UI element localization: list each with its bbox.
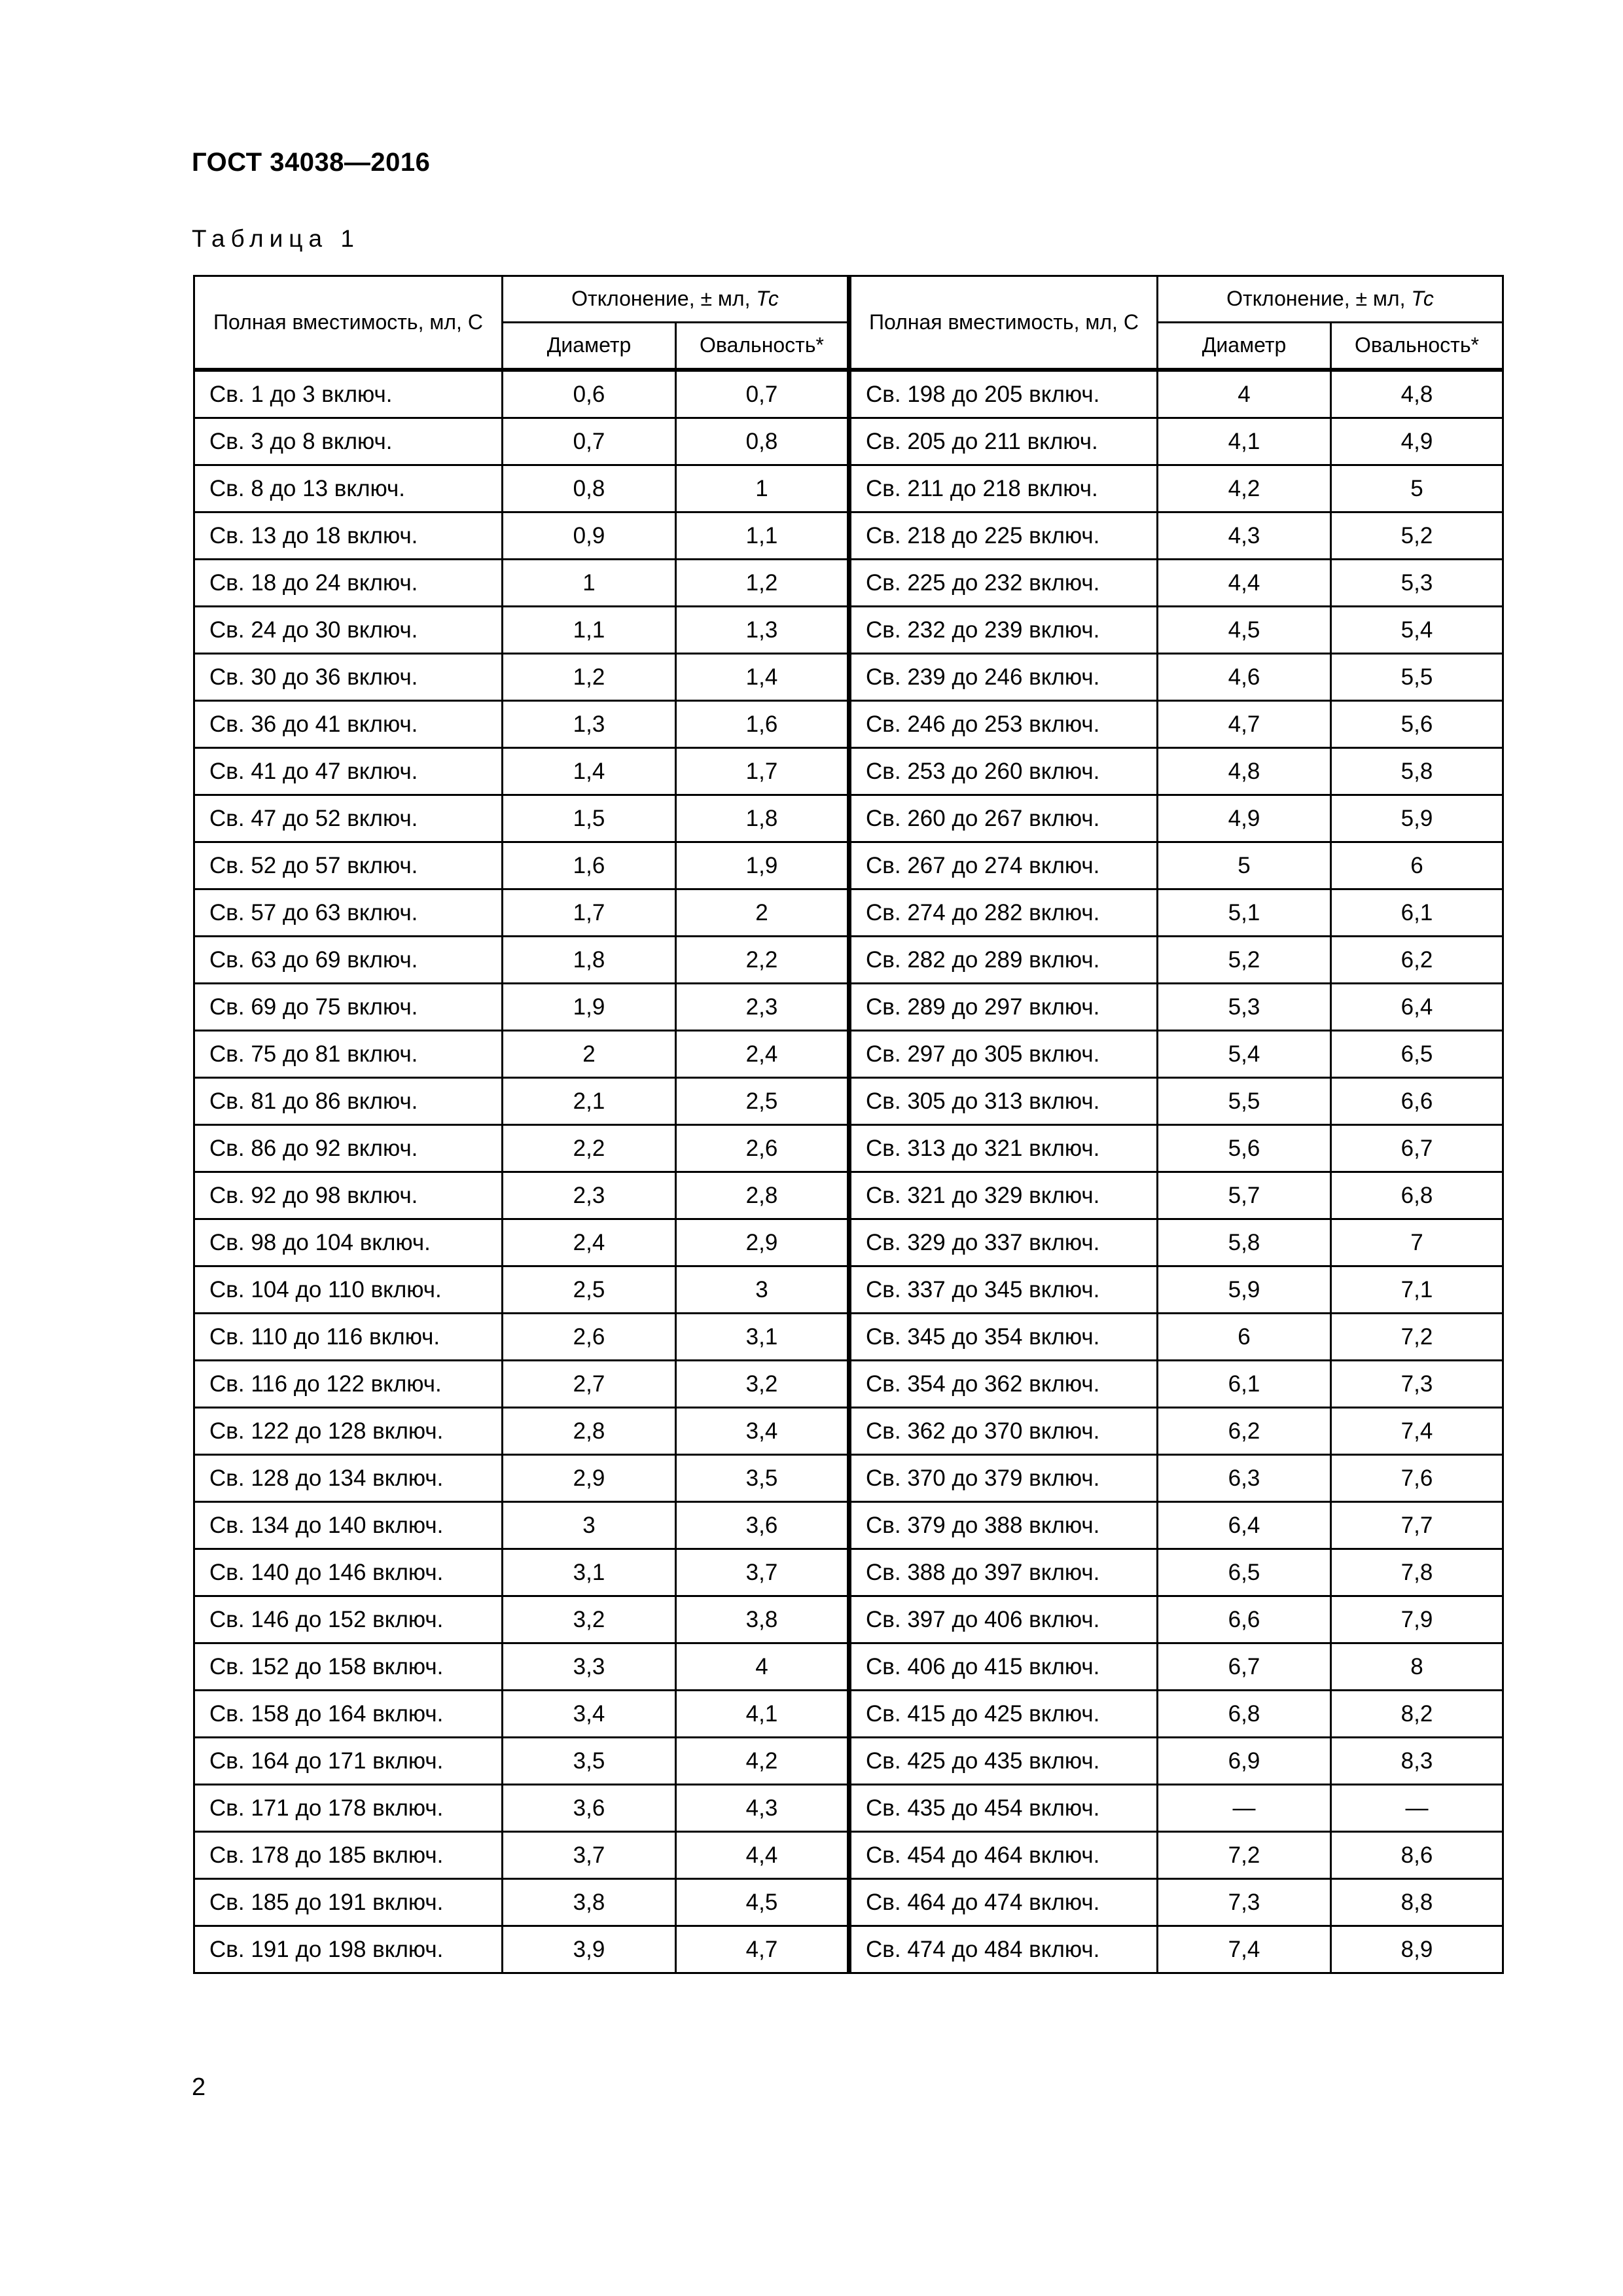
table-row: [194, 654, 1503, 701]
diameter-cell-right: 5,4: [1158, 1031, 1331, 1078]
table-row: [194, 1266, 1503, 1314]
diameter-cell-left: 3,5: [503, 1738, 676, 1785]
diameter-cell-left: 1,2: [503, 654, 676, 701]
range-cell-left: Св. 98 до 104 включ.: [194, 1219, 503, 1266]
ovality-header-left: Овальность*: [676, 323, 849, 370]
ovality-cell-right: 7: [1331, 1219, 1503, 1266]
range-cell-right: Св. 354 до 362 включ.: [849, 1361, 1158, 1408]
range-cell-left: Св. 134 до 140 включ.: [194, 1502, 503, 1549]
diameter-cell-left: 1,4: [503, 748, 676, 795]
ovality-cell-right: 4,9: [1331, 418, 1503, 465]
ovality-cell-left: 2: [676, 889, 849, 937]
ovality-cell-left: 4,5: [676, 1879, 849, 1926]
range-cell-right: Св. 260 до 267 включ.: [849, 795, 1158, 842]
ovality-cell-left: 3,7: [676, 1549, 849, 1596]
range-cell-right: Св. 337 до 345 включ.: [849, 1266, 1158, 1314]
diameter-cell-left: 2,6: [503, 1314, 676, 1361]
range-cell-right: Св. 345 до 354 включ.: [849, 1314, 1158, 1361]
range-cell-right: Св. 239 до 246 включ.: [849, 654, 1158, 701]
range-cell-right: Св. 198 до 205 включ.: [849, 370, 1158, 418]
ovality-cell-left: 1,4: [676, 654, 849, 701]
ovality-cell-left: 1,3: [676, 607, 849, 654]
diameter-cell-right: 5,8: [1158, 1219, 1331, 1266]
table-row: [194, 512, 1503, 560]
deviation-header-left: [503, 276, 849, 323]
deviation-header-right: [1158, 276, 1503, 323]
table-row: [194, 748, 1503, 795]
ovality-cell-left: 1,9: [676, 842, 849, 889]
ovality-cell-left: 1,1: [676, 512, 849, 560]
diameter-cell-right: 4,4: [1158, 560, 1331, 607]
diameter-cell-left: 3,7: [503, 1832, 676, 1879]
ovality-cell-left: 4,4: [676, 1832, 849, 1879]
diameter-cell-left: 3,2: [503, 1596, 676, 1643]
deviation-label: Отклонение, ± мл,: [571, 287, 757, 311]
range-cell-left: Св. 185 до 191 включ.: [194, 1879, 503, 1926]
diameter-cell-left: 2: [503, 1031, 676, 1078]
range-cell-right: Св. 225 до 232 включ.: [849, 560, 1158, 607]
range-cell-left: Св. 171 до 178 включ.: [194, 1785, 503, 1832]
diameter-cell-right: 4: [1158, 370, 1331, 418]
diameter-cell-left: 2,7: [503, 1361, 676, 1408]
table-row: [194, 842, 1503, 889]
diameter-cell-left: 0,6: [503, 370, 676, 418]
ovality-cell-right: 6,2: [1331, 937, 1503, 984]
ovality-cell-left: 1,8: [676, 795, 849, 842]
range-cell-left: Св. 178 до 185 включ.: [194, 1832, 503, 1879]
ovality-cell-right: 7,4: [1331, 1408, 1503, 1455]
diameter-cell-left: 2,1: [503, 1078, 676, 1125]
diameter-cell-right: 5,2: [1158, 937, 1331, 984]
diameter-cell-left: 1,9: [503, 984, 676, 1031]
diameter-header-left: Диаметр: [503, 323, 676, 370]
range-cell-left: Св. 146 до 152 включ.: [194, 1596, 503, 1643]
deviation-symbol: Тс: [756, 287, 779, 311]
diameter-cell-right: 4,6: [1158, 654, 1331, 701]
table-row: [194, 418, 1503, 465]
diameter-cell-right: 7,4: [1158, 1926, 1331, 1973]
range-cell-right: Св. 218 до 225 включ.: [849, 512, 1158, 560]
table-row: [194, 1219, 1503, 1266]
table-row: [194, 1643, 1503, 1691]
range-cell-right: Св. 232 до 239 включ.: [849, 607, 1158, 654]
range-cell-right: Св. 274 до 282 включ.: [849, 889, 1158, 937]
range-cell-left: Св. 75 до 81 включ.: [194, 1031, 503, 1078]
diameter-cell-right: 4,8: [1158, 748, 1331, 795]
ovality-cell-left: 4: [676, 1643, 849, 1691]
diameter-cell-left: 3,3: [503, 1643, 676, 1691]
ovality-cell-right: 7,8: [1331, 1549, 1503, 1596]
table-row: [194, 1125, 1503, 1172]
table-row: [194, 1455, 1503, 1502]
diameter-cell-left: 2,4: [503, 1219, 676, 1266]
diameter-cell-right: 6,4: [1158, 1502, 1331, 1549]
page-number: 2: [192, 2073, 206, 2101]
ovality-cell-left: 1,6: [676, 701, 849, 748]
deviation-symbol: Тс: [1411, 287, 1434, 311]
range-cell-left: Св. 158 до 164 включ.: [194, 1691, 503, 1738]
ovality-cell-right: 5,6: [1331, 701, 1503, 748]
range-cell-left: Св. 116 до 122 включ.: [194, 1361, 503, 1408]
range-cell-left: Св. 30 до 36 включ.: [194, 654, 503, 701]
ovality-cell-right: —: [1331, 1785, 1503, 1832]
ovality-cell-left: 2,4: [676, 1031, 849, 1078]
diameter-cell-left: 2,3: [503, 1172, 676, 1219]
table-row: [194, 1314, 1503, 1361]
ovality-cell-left: 0,7: [676, 370, 849, 418]
table-row: [194, 370, 1503, 418]
ovality-cell-right: 8,2: [1331, 1691, 1503, 1738]
ovality-cell-left: 1,7: [676, 748, 849, 795]
diameter-cell-right: 4,9: [1158, 795, 1331, 842]
range-cell-left: Св. 57 до 63 включ.: [194, 889, 503, 937]
diameter-cell-left: 1: [503, 560, 676, 607]
ovality-cell-left: 3,6: [676, 1502, 849, 1549]
ovality-header-right: Овальность*: [1331, 323, 1503, 370]
range-cell-right: Св. 321 до 329 включ.: [849, 1172, 1158, 1219]
range-cell-left: Св. 122 до 128 включ.: [194, 1408, 503, 1455]
range-cell-left: Св. 69 до 75 включ.: [194, 984, 503, 1031]
diameter-cell-right: 6,2: [1158, 1408, 1331, 1455]
range-cell-right: Св. 362 до 370 включ.: [849, 1408, 1158, 1455]
range-cell-right: Св. 370 до 379 включ.: [849, 1455, 1158, 1502]
diameter-cell-right: 6,1: [1158, 1361, 1331, 1408]
ovality-cell-left: 2,2: [676, 937, 849, 984]
ovality-cell-right: 7,3: [1331, 1361, 1503, 1408]
diameter-cell-left: 0,9: [503, 512, 676, 560]
range-cell-left: Св. 8 до 13 включ.: [194, 465, 503, 512]
ovality-cell-right: 6,5: [1331, 1031, 1503, 1078]
ovality-cell-right: 6: [1331, 842, 1503, 889]
diameter-cell-right: 5,6: [1158, 1125, 1331, 1172]
diameter-cell-right: 6,3: [1158, 1455, 1331, 1502]
range-cell-left: Св. 3 до 8 включ.: [194, 418, 503, 465]
diameter-cell-left: 0,7: [503, 418, 676, 465]
ovality-cell-right: 6,8: [1331, 1172, 1503, 1219]
table-row: [194, 1502, 1503, 1549]
ovality-cell-left: 4,2: [676, 1738, 849, 1785]
ovality-cell-left: 3: [676, 1266, 849, 1314]
table-row: [194, 1408, 1503, 1455]
range-cell-right: Св. 282 до 289 включ.: [849, 937, 1158, 984]
ovality-cell-right: 6,6: [1331, 1078, 1503, 1125]
range-cell-left: Св. 164 до 171 включ.: [194, 1738, 503, 1785]
diameter-cell-right: 7,2: [1158, 1832, 1331, 1879]
diameter-cell-left: 2,2: [503, 1125, 676, 1172]
diameter-cell-left: 3,8: [503, 1879, 676, 1926]
diameter-cell-left: 3: [503, 1502, 676, 1549]
range-cell-left: Св. 104 до 110 включ.: [194, 1266, 503, 1314]
range-cell-left: Св. 81 до 86 включ.: [194, 1078, 503, 1125]
ovality-cell-left: 3,5: [676, 1455, 849, 1502]
ovality-cell-left: 3,2: [676, 1361, 849, 1408]
range-cell-right: Св. 305 до 313 включ.: [849, 1078, 1158, 1125]
table-row: [194, 1738, 1503, 1785]
range-cell-right: Св. 211 до 218 включ.: [849, 465, 1158, 512]
range-cell-right: Св. 297 до 305 включ.: [849, 1031, 1158, 1078]
range-cell-right: Св. 289 до 297 включ.: [849, 984, 1158, 1031]
range-cell-left: Св. 52 до 57 включ.: [194, 842, 503, 889]
diameter-cell-left: 2,8: [503, 1408, 676, 1455]
ovality-cell-right: 5: [1331, 465, 1503, 512]
ovality-cell-right: 5,5: [1331, 654, 1503, 701]
table-row: [194, 1879, 1503, 1926]
diameter-cell-right: 5: [1158, 842, 1331, 889]
diameter-cell-right: 6,6: [1158, 1596, 1331, 1643]
ovality-cell-left: 1: [676, 465, 849, 512]
table-row: [194, 1549, 1503, 1596]
range-cell-left: Св. 92 до 98 включ.: [194, 1172, 503, 1219]
ovality-cell-left: 3,1: [676, 1314, 849, 1361]
table-row: [194, 1785, 1503, 1832]
ovality-cell-right: 6,1: [1331, 889, 1503, 937]
table-row: [194, 1691, 1503, 1738]
ovality-cell-left: 2,3: [676, 984, 849, 1031]
document-header: ГОСТ 34038—2016: [192, 148, 431, 177]
range-cell-right: Св. 406 до 415 включ.: [849, 1643, 1158, 1691]
range-cell-right: Св. 246 до 253 включ.: [849, 701, 1158, 748]
table-row: [194, 889, 1503, 937]
diameter-cell-left: 1,3: [503, 701, 676, 748]
tolerance-table: [193, 275, 1504, 1974]
table-row: [194, 1832, 1503, 1879]
diameter-cell-right: 4,2: [1158, 465, 1331, 512]
range-cell-left: Св. 140 до 146 включ.: [194, 1549, 503, 1596]
ovality-cell-right: 8,9: [1331, 1926, 1503, 1973]
ovality-cell-right: 8,6: [1331, 1832, 1503, 1879]
capacity-header-left: Полная вместимость, мл, С: [194, 276, 503, 370]
range-cell-right: Св. 415 до 425 включ.: [849, 1691, 1158, 1738]
table-row: [194, 1596, 1503, 1643]
ovality-cell-left: 4,1: [676, 1691, 849, 1738]
table-row: [194, 1926, 1503, 1973]
ovality-cell-right: 7,7: [1331, 1502, 1503, 1549]
table-row: [194, 1031, 1503, 1078]
range-cell-right: Св. 425 до 435 включ.: [849, 1738, 1158, 1785]
range-cell-left: Св. 191 до 198 включ.: [194, 1926, 503, 1973]
ovality-cell-right: 5,8: [1331, 748, 1503, 795]
table-row: [194, 701, 1503, 748]
table-row: [194, 795, 1503, 842]
ovality-cell-right: 8: [1331, 1643, 1503, 1691]
diameter-cell-left: 1,6: [503, 842, 676, 889]
range-cell-right: Св. 435 до 454 включ.: [849, 1785, 1158, 1832]
capacity-header-right: Полная вместимость, мл, С: [849, 276, 1158, 370]
table-row: [194, 1172, 1503, 1219]
ovality-cell-left: 4,7: [676, 1926, 849, 1973]
diameter-cell-right: 5,7: [1158, 1172, 1331, 1219]
diameter-cell-right: 4,1: [1158, 418, 1331, 465]
ovality-cell-right: 5,2: [1331, 512, 1503, 560]
diameter-cell-right: 5,9: [1158, 1266, 1331, 1314]
ovality-cell-right: 5,9: [1331, 795, 1503, 842]
table-row: [194, 560, 1503, 607]
diameter-cell-right: 5,3: [1158, 984, 1331, 1031]
diameter-cell-left: 3,6: [503, 1785, 676, 1832]
range-cell-left: Св. 36 до 41 включ.: [194, 701, 503, 748]
table-row: [194, 1078, 1503, 1125]
diameter-cell-right: 5,1: [1158, 889, 1331, 937]
ovality-cell-right: 8,3: [1331, 1738, 1503, 1785]
diameter-cell-left: 1,1: [503, 607, 676, 654]
ovality-cell-right: 7,1: [1331, 1266, 1503, 1314]
ovality-cell-left: 2,5: [676, 1078, 849, 1125]
diameter-cell-right: 7,3: [1158, 1879, 1331, 1926]
range-cell-right: Св. 397 до 406 включ.: [849, 1596, 1158, 1643]
table-body: [194, 370, 1503, 1973]
deviation-label: Отклонение, ± мл,: [1226, 287, 1412, 311]
table-row: [194, 607, 1503, 654]
range-cell-left: Св. 86 до 92 включ.: [194, 1125, 503, 1172]
range-cell-left: Св. 13 до 18 включ.: [194, 512, 503, 560]
diameter-cell-right: 6,8: [1158, 1691, 1331, 1738]
table-row: [194, 465, 1503, 512]
diameter-cell-right: 6: [1158, 1314, 1331, 1361]
table-caption: Таблица 1: [192, 225, 360, 252]
diameter-cell-right: 6,7: [1158, 1643, 1331, 1691]
range-cell-left: Св. 110 до 116 включ.: [194, 1314, 503, 1361]
diameter-cell-right: 6,9: [1158, 1738, 1331, 1785]
ovality-cell-right: 6,4: [1331, 984, 1503, 1031]
range-cell-left: Св. 152 до 158 включ.: [194, 1643, 503, 1691]
diameter-cell-right: 6,5: [1158, 1549, 1331, 1596]
diameter-cell-left: 3,4: [503, 1691, 676, 1738]
diameter-cell-right: 4,3: [1158, 512, 1331, 560]
diameter-cell-right: 4,5: [1158, 607, 1331, 654]
range-cell-right: Св. 474 до 484 включ.: [849, 1926, 1158, 1973]
diameter-cell-left: 2,5: [503, 1266, 676, 1314]
ovality-cell-left: 0,8: [676, 418, 849, 465]
range-cell-right: Св. 313 до 321 включ.: [849, 1125, 1158, 1172]
diameter-cell-left: 1,7: [503, 889, 676, 937]
table-row: [194, 1361, 1503, 1408]
ovality-cell-right: 7,2: [1331, 1314, 1503, 1361]
ovality-cell-left: 3,4: [676, 1408, 849, 1455]
ovality-cell-right: 6,7: [1331, 1125, 1503, 1172]
range-cell-left: Св. 63 до 69 включ.: [194, 937, 503, 984]
range-cell-right: Св. 205 до 211 включ.: [849, 418, 1158, 465]
table-row: [194, 984, 1503, 1031]
diameter-cell-left: 3,1: [503, 1549, 676, 1596]
range-cell-right: Св. 454 до 464 включ.: [849, 1832, 1158, 1879]
diameter-cell-left: 1,8: [503, 937, 676, 984]
range-cell-right: Св. 464 до 474 включ.: [849, 1879, 1158, 1926]
diameter-cell-right: 4,7: [1158, 701, 1331, 748]
ovality-cell-right: 4,8: [1331, 370, 1503, 418]
range-cell-left: Св. 128 до 134 включ.: [194, 1455, 503, 1502]
range-cell-right: Св. 388 до 397 включ.: [849, 1549, 1158, 1596]
diameter-header-right: Диаметр: [1158, 323, 1331, 370]
diameter-cell-right: 5,5: [1158, 1078, 1331, 1125]
diameter-cell-left: 3,9: [503, 1926, 676, 1973]
range-cell-right: Св. 329 до 337 включ.: [849, 1219, 1158, 1266]
range-cell-right: Св. 267 до 274 включ.: [849, 842, 1158, 889]
diameter-cell-right: —: [1158, 1785, 1331, 1832]
range-cell-left: Св. 24 до 30 включ.: [194, 607, 503, 654]
range-cell-left: Св. 47 до 52 включ.: [194, 795, 503, 842]
diameter-cell-left: 2,9: [503, 1455, 676, 1502]
ovality-cell-left: 2,6: [676, 1125, 849, 1172]
ovality-cell-left: 2,9: [676, 1219, 849, 1266]
diameter-cell-left: 0,8: [503, 465, 676, 512]
range-cell-right: Св. 253 до 260 включ.: [849, 748, 1158, 795]
ovality-cell-right: 5,4: [1331, 607, 1503, 654]
ovality-cell-right: 8,8: [1331, 1879, 1503, 1926]
ovality-cell-right: 5,3: [1331, 560, 1503, 607]
ovality-cell-right: 7,6: [1331, 1455, 1503, 1502]
range-cell-left: Св. 18 до 24 включ.: [194, 560, 503, 607]
ovality-cell-left: 1,2: [676, 560, 849, 607]
ovality-cell-left: 2,8: [676, 1172, 849, 1219]
range-cell-left: Св. 1 до 3 включ.: [194, 370, 503, 418]
table-row: [194, 937, 1503, 984]
diameter-cell-left: 1,5: [503, 795, 676, 842]
ovality-cell-right: 7,9: [1331, 1596, 1503, 1643]
ovality-cell-left: 3,8: [676, 1596, 849, 1643]
range-cell-left: Св. 41 до 47 включ.: [194, 748, 503, 795]
ovality-cell-left: 4,3: [676, 1785, 849, 1832]
range-cell-right: Св. 379 до 388 включ.: [849, 1502, 1158, 1549]
